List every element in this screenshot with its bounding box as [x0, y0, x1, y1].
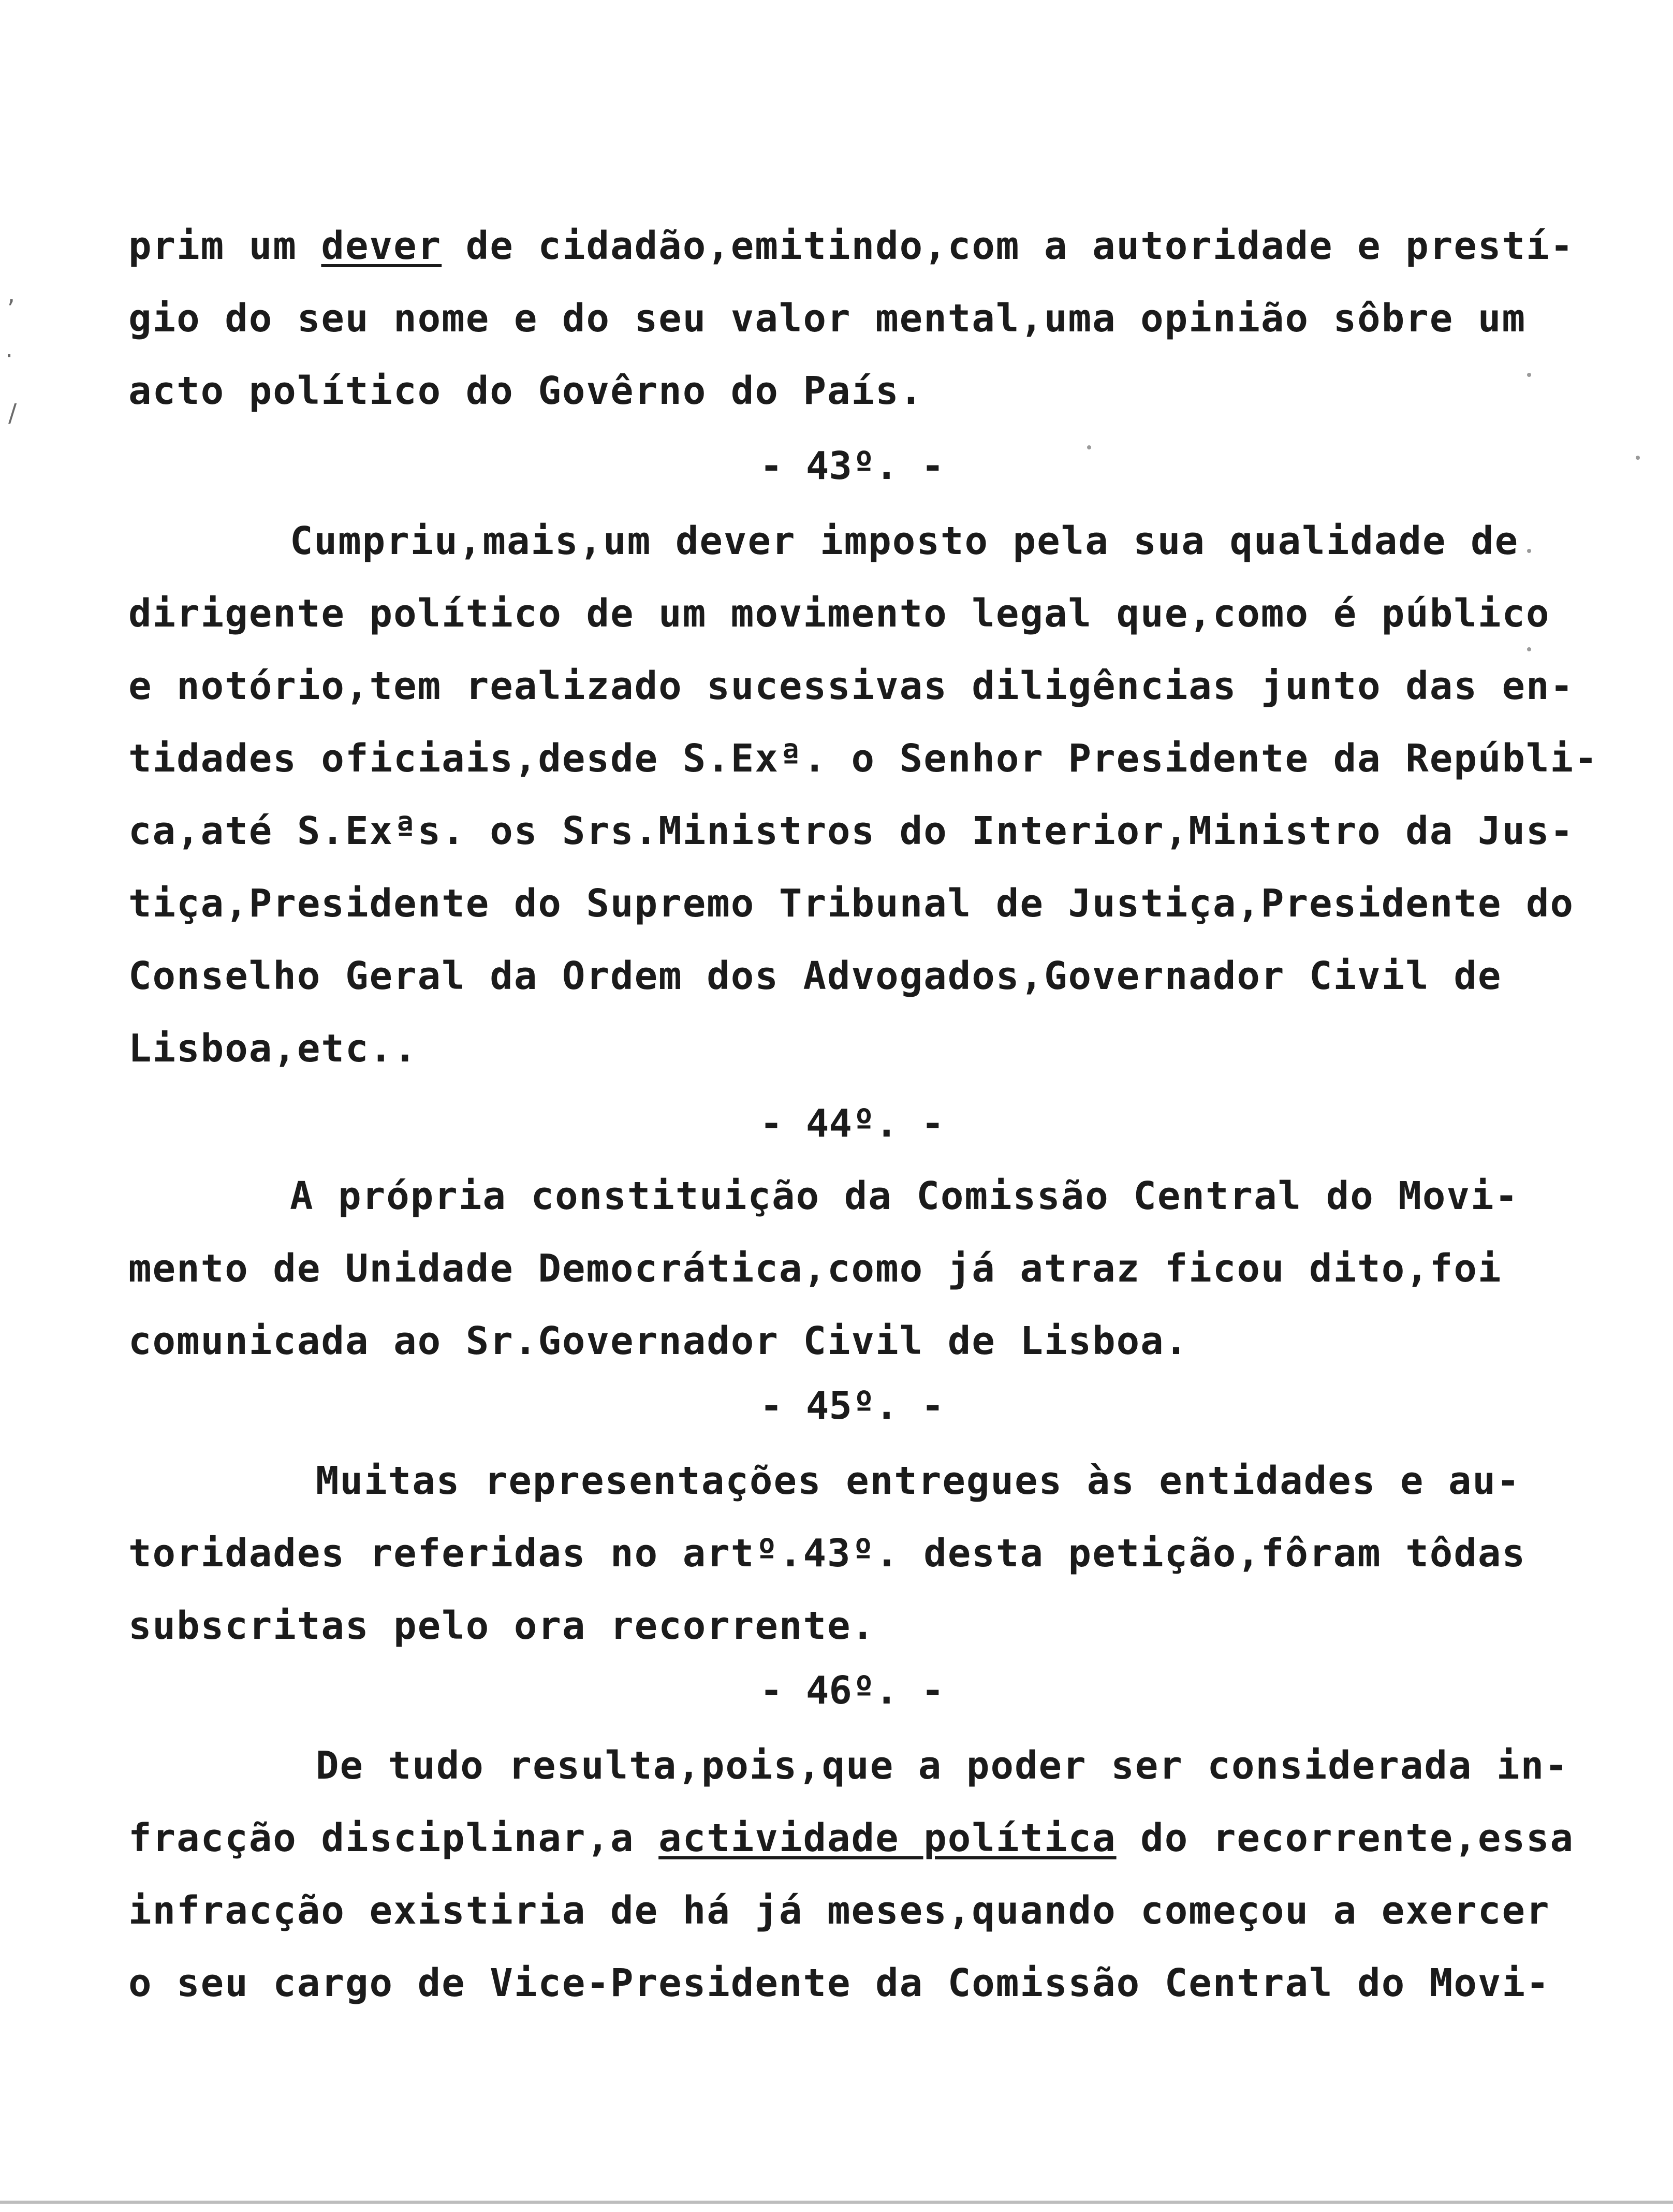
- speck: [1527, 373, 1531, 377]
- text-line: gio do seu nome e do seu valor mental,uma opinião sôbre um: [128, 296, 1527, 341]
- text-segment: do recorrente,essa: [1116, 1816, 1575, 1860]
- text-segment: fracção disciplinar,a: [128, 1816, 659, 1860]
- text-line: Muitas representações entregues às entidades e au-: [316, 1459, 1521, 1503]
- underlined-text: dever: [321, 224, 442, 268]
- text-line: A própria constituição da Comissão Central do Movi-: [290, 1174, 1519, 1218]
- article-heading: - 46º. -: [759, 1668, 945, 1713]
- text-line: tidades oficiais,desde S.Exª. o Senhor Presidente da Repúbli-: [128, 736, 1598, 781]
- text-line: subscritas pelo ora recorrente.: [128, 1604, 876, 1648]
- text-line: comunicada ao Sr.Governador Civil de Lisboa.: [128, 1319, 1189, 1363]
- text-line: tiça,Presidente do Supremo Tribunal de Justiça,Presidente do: [128, 881, 1575, 926]
- margin-mark: ·: [5, 342, 13, 371]
- text-line: dirigente político de um movimento legal que,como é público: [128, 591, 1550, 636]
- article-heading: - 43º. -: [759, 444, 945, 488]
- text-segment: de cidadão,emitindo,com a autoridade e prestí-: [442, 224, 1575, 268]
- text-line: [128, 1815, 1575, 1861]
- margin-mark: /: [8, 399, 17, 428]
- margin-mark: ,: [7, 280, 16, 309]
- text-line: acto político do Govêrno do País.: [128, 369, 924, 413]
- text-line: Conselho Geral da Ordem dos Advogados,Governador Civil de: [128, 954, 1502, 998]
- underlined-text: actividade política: [658, 1816, 1117, 1860]
- text-line: toridades referidas no artº.43º. desta petição,fôram tôdas: [128, 1531, 1527, 1576]
- text-line: ca,até S.Exªs. os Srs.Ministros do Interior,Ministro da Jus-: [128, 809, 1575, 853]
- text-line: Lisboa,etc..: [128, 1026, 418, 1071]
- text-line: mento de Unidade Democrática,como já atraz ficou dito,foi: [128, 1246, 1502, 1291]
- text-line: e notório,tem realizado sucessivas diligências junto das en-: [128, 664, 1575, 708]
- text-line: infracção existiria de há já meses,quando começou a exercer: [128, 1888, 1550, 1933]
- text-line: o seu cargo de Vice-Presidente da Comissão Central do Movi-: [128, 1961, 1550, 2005]
- speck: [1527, 647, 1531, 651]
- page-edge-rule: [0, 2201, 1673, 2204]
- text-segment: prim um: [128, 224, 321, 268]
- article-heading: - 45º. -: [759, 1384, 945, 1428]
- text-line: Cumpriu,mais,um dever imposto pela sua qualidade de: [290, 519, 1519, 563]
- text-line: De tudo resulta,pois,que a poder ser considerada in-: [316, 1743, 1569, 1788]
- article-heading: - 44º. -: [759, 1101, 945, 1146]
- text-line: [128, 223, 1575, 269]
